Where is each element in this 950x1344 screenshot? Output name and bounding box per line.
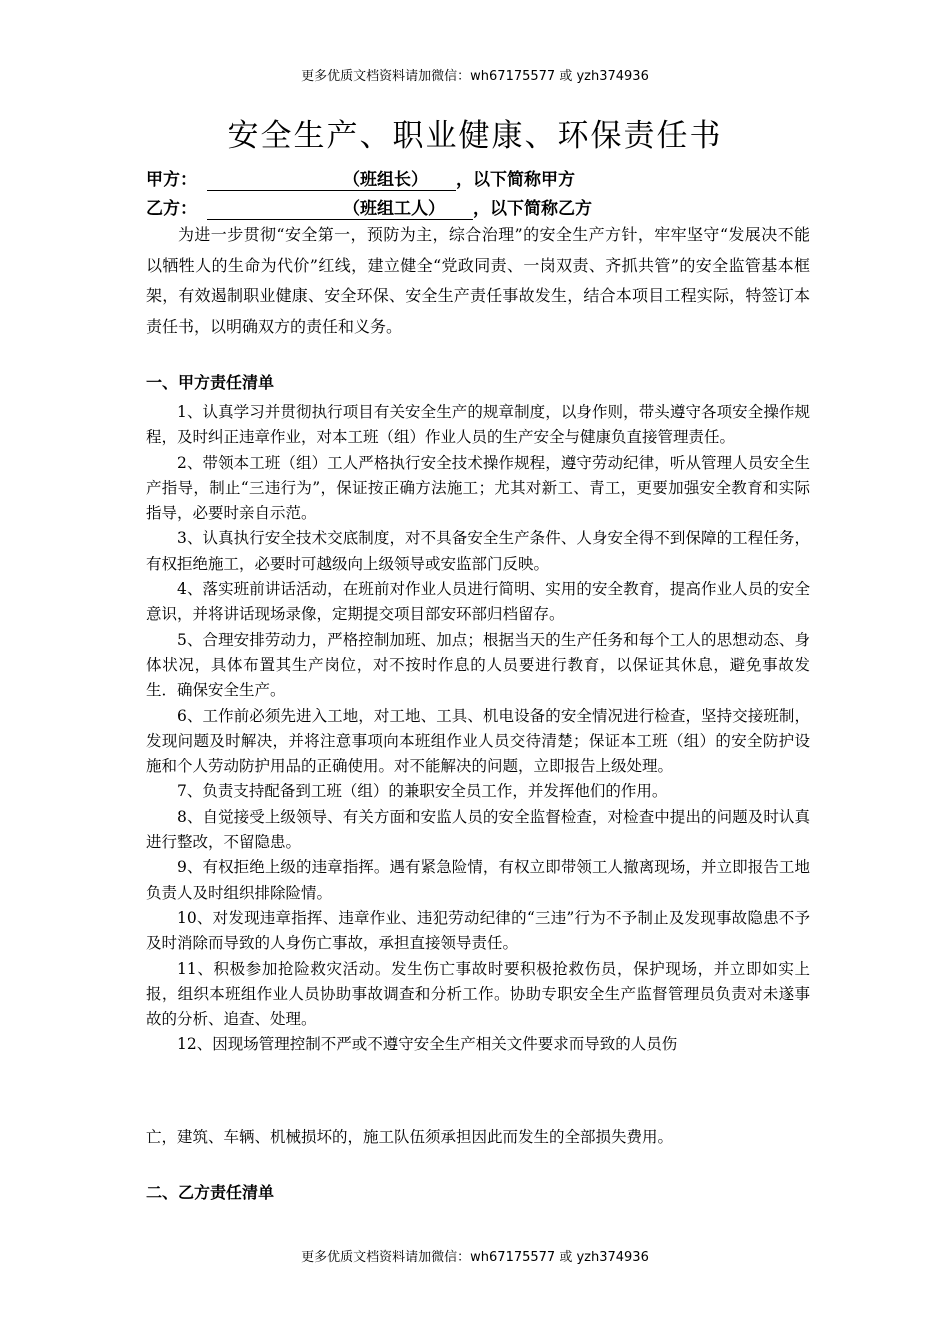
- section-1-heading: 一、甲方责任清单: [146, 373, 275, 392]
- party-a-duty-list: [146, 400, 810, 1058]
- party-a-suffix: ，以下简称甲方: [456, 170, 575, 190]
- intro-text: 为进一步贯彻“安全第一，预防为主，综合治理”的安全生产方针，牢牢坚守“发展决不能以牺牲人的生命为代价”红线，建立健全“党政同责、一岗双责、齐抓共管”的安全监管基本框架，有效遏制职业健康、安全环保、安全生产责任事故发生，结合本项目工程实际，特签订本责任书，以明确双方的责任和义务。: [146, 225, 810, 336]
- duty-item: 2、带领本工班（组）工人严格执行安全技术操作规程，遵守劳动纪律，听从管理人员安全生产指导，制止“三违行为”，保证按正确方法施工；尤其对新工、青工，更要加强安全教育和实际指导，必要时亲自示范。: [146, 453, 810, 523]
- party-a-line: [146, 165, 575, 191]
- intro-paragraph: [146, 220, 810, 342]
- duty-item: 4、落实班前讲话活动，在班前对作业人员进行简明、实用的安全教育，提高作业人员的安全意识，并将讲话现场录像，定期提交项目部安环部归档留存。: [146, 580, 810, 624]
- duty-item: 5、合理安排劳动力，严格控制加班、加点；根据当天的生产任务和每个工人的思想动态、身体状况，具体布置其生产岗位，对不按时作息的人员要进行教育，以保证其休息，避免事故发生．确保安全生产。: [146, 630, 810, 700]
- duty-item: 7、负责支持配备到工班（组）的兼职安全员工作，并发挥他们的作用。: [177, 782, 668, 801]
- duty-item: 9、有权拒绝上级的违章指挥。遇有紧急险情，有权立即带领工人撤离现场，并立即报告工地负责人及时组织排除险情。: [146, 858, 810, 902]
- duty-item: 8、自觉接受上级领导、有关方面和安监人员的安全监督检查，对检查中提出的问题及时认真进行整改，不留隐患。: [146, 807, 810, 852]
- duty-item: 11、积极参加抢险救灾活动。发生伤亡事故时要积极抢救伤员，保护现场，并立即如实上报，组织本班组作业人员协助事故调查和分析工作。协助专职安全生产监督管理员负责对未遂事故的分析、追查、处理。: [146, 959, 810, 1029]
- party-b-blank: [207, 201, 343, 220]
- party-b-label: 乙方：: [146, 199, 197, 219]
- party-b-suffix: ，以下简称乙方: [473, 199, 592, 219]
- duty-item: 6、工作前必须先进入工地，对工地、工具、机电设备的安全情况进行检查，坚持交接班制，发现问题及时解决，并将注意事项向本班组作业人员交待清楚；保证本工班（组）的安全防护设施和个人劳动防护用品的正确使用。对不能解决的问题，立即报告上级处理。: [146, 706, 810, 776]
- party-a-role: （班组长）: [343, 165, 456, 191]
- document-title: 安全生产、职业健康、环保责任书: [227, 118, 723, 154]
- party-b-role: （班组工人）: [343, 194, 473, 220]
- header-note: 更多优质文档资料请加微信：wh67175577 或 yzh374936: [301, 69, 649, 84]
- party-a-blank: [207, 172, 343, 191]
- party-b-line: [146, 194, 592, 220]
- duty-item: 3、认真执行安全技术交底制度，对不具备安全生产条件、人身安全得不到保障的工程任务，有权拒绝施工，必要时可越级向上级领导或安监部门反映。: [146, 529, 810, 573]
- duty-item: 1、认真学习并贯彻执行项目有关安全生产的规章制度，以身作则，带头遵守各项安全操作规程，及时纠正违章作业，对本工班（组）作业人员的生产安全与健康负直接管理责任。: [146, 403, 810, 447]
- duty-item: 10、对发现违章指挥、违章作业、违犯劳动纪律的“三违”行为不予制止及发现事故隐患不予及时消除而导致的人身伤亡事故，承担直接领导责任。: [146, 908, 810, 953]
- party-a-label: 甲方：: [146, 170, 197, 190]
- duty-item: 12、因现场管理控制不严或不遵守安全生产相关文件要求而导致的人员伤: [177, 1035, 678, 1054]
- footer-note: 更多优质文档资料请加微信：wh67175577 或 yzh374936: [301, 1250, 649, 1265]
- section-2-heading: 二、乙方责任清单: [146, 1183, 275, 1202]
- duty-item-12-continuation: 亡，建筑、车辆、机械损坏的，施工队伍须承担因此而发生的全部损失费用。: [146, 1128, 674, 1146]
